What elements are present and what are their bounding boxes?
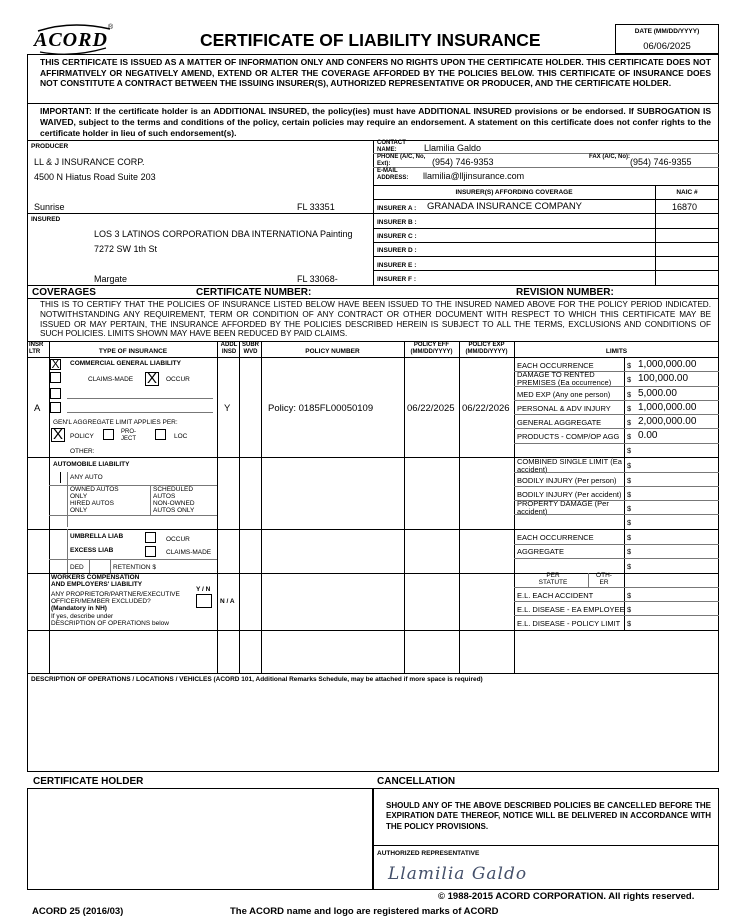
insurer-b-label: INSURER B : xyxy=(377,219,417,226)
retention-label: RETENTION $ xyxy=(113,564,156,571)
currency-symbol: $ xyxy=(627,390,632,399)
gl-limit-label: DAMAGE TO RENTED PREMISES (Ea occurrence) xyxy=(517,370,612,387)
per-statute-label: PER STATUTE xyxy=(538,572,568,586)
insurers-header: INSURER(S) AFFORDING COVERAGE xyxy=(455,189,573,196)
insured-city: Margate xyxy=(94,274,128,284)
naic-label: NAIC # xyxy=(676,189,698,196)
wc-limit-label: E.L. DISEASE - EA EMPLOYEE xyxy=(517,605,625,614)
currency-symbol: $ xyxy=(627,518,632,527)
important-notice: IMPORTANT: If the certificate holder is an ADDITIONAL INSURED, the policy(ies) must have ADDITIONAL INSURED provisions or be endorsed. If SUBROGATION IS WAIVED, subject to the terms and conditions of the policy, certain policies may require an endorsement. A statement on this certificate does not confer rights to the certificate holder in lieu of such endorsement(s). xyxy=(40,106,711,139)
insurer-d-label: INSURER D : xyxy=(377,247,417,254)
currency-symbol: $ xyxy=(627,418,632,427)
currency-symbol: $ xyxy=(627,361,632,370)
certificate-number-label: CERTIFICATE NUMBER: xyxy=(196,287,312,298)
insured-name: LOS 3 LATINOS CORPORATION DBA INTERNATIONA Painting xyxy=(94,229,353,239)
umbrella-claims-made-label: CLAIMS-MADE xyxy=(166,549,212,556)
currency-symbol: $ xyxy=(627,547,632,556)
currency-symbol: $ xyxy=(627,533,632,542)
currency-symbol: $ xyxy=(627,619,632,628)
occur-checkbox[interactable]: X xyxy=(146,370,157,387)
policy-number-header: POLICY NUMBER xyxy=(305,348,360,355)
currency-symbol: $ xyxy=(627,432,632,441)
wc-question-2: OFFICER/MEMBER EXCLUDED? xyxy=(51,598,151,605)
wc-limit-label: E.L. DISEASE - POLICY LIMIT xyxy=(517,619,621,628)
page-title: CERTIFICATE OF LIABILITY INSURANCE xyxy=(200,30,541,50)
gl-aggregate-label: GEN'L AGGREGATE LIMIT APPLIES PER: xyxy=(53,419,178,426)
wc-question-4: If yes, describe under xyxy=(51,613,114,620)
cancellation-label: CANCELLATION xyxy=(377,776,456,787)
insured-address: 7272 SW 1th St xyxy=(94,244,158,254)
currency-symbol: $ xyxy=(627,404,632,413)
gl-limit-label: PERSONAL & ADV INJURY xyxy=(517,404,611,413)
currency-symbol: $ xyxy=(627,562,632,571)
gl-title: COMMERCIAL GENERAL LIABILITY xyxy=(70,360,181,367)
disclaimer-notice: THIS CERTIFICATE IS ISSUED AS A MATTER OF INFORMATION ONLY AND CONFERS NO RIGHTS UPON THE CERTIFICATE HOLDER. THIS CERTIFICATE DOES NOT AFFIRMATIVELY OR NEGATIVELY AMEND, EXTEND OR ALTER THE COVERAGE AFFORDED BY THE POLICIES BELOW. THIS CERTIFICATE OF INSURANCE DOES NOT CONSTITUTE A CONTRACT BETWEEN THE ISSUING INSURER(S), AUTHORIZED REPRESENTATIVE OR PRODUCER, AND THE CERTIFICATE HOLDER. xyxy=(40,57,711,89)
registered-mark-icon: ® xyxy=(108,24,114,31)
gl-extra-checkbox-1[interactable] xyxy=(50,388,61,399)
gl-limit-label: EACH OCCURRENCE xyxy=(517,361,594,370)
policy-eff-header: POLICY EFF (MM/DD/YYYY) xyxy=(410,342,453,355)
umbrella-liab-label: UMBRELLA LIAB xyxy=(70,533,124,540)
gl-limit-value: 2,000,000.00 xyxy=(638,416,697,427)
cancellation-text: SHOULD ANY OF THE ABOVE DESCRIBED POLICIES BE CANCELLED BEFORE THE EXPIRATION DATE THEREOF, NOTICE WILL BE DELIVERED IN ACCORDANCE WITH THE POLICY PROVISIONS. xyxy=(386,801,711,831)
policy-label: POLICY xyxy=(70,433,94,440)
wc-question-3: (Mandatory in NH) xyxy=(51,605,107,612)
currency-symbol: $ xyxy=(627,461,632,470)
occur-label: OCCUR xyxy=(166,376,190,383)
producer-state-zip: FL 33351 xyxy=(297,202,335,212)
wc-question-5: DESCRIPTION OF OPERATIONS below xyxy=(51,620,169,627)
insured-label: INSURED xyxy=(31,216,61,223)
hired-autos-label: HIRED AUTOS ONLY xyxy=(70,500,114,514)
any-auto-label: ANY AUTO xyxy=(70,474,103,481)
auto-limit-label: BODILY INJURY (Per person) xyxy=(517,476,617,485)
date-value: 06/06/2025 xyxy=(643,41,691,52)
yn-label: Y / N xyxy=(196,586,211,593)
fax-label: FAX (A/C, No): xyxy=(589,154,630,160)
gl-policy-eff: 06/22/2025 xyxy=(407,403,455,414)
coverages-statement: THIS IS TO CERTIFY THAT THE POLICIES OF INSURANCE LISTED BELOW HAVE BEEN ISSUED TO THE INSURED NAMED ABOVE FOR THE POLICY PERIOD INDICATED. NOTWITHSTANDING ANY REQUIREMENT, TERM OR CONDITION OF ANY CONTRACT OR OTHER DOCUMENT WITH RESPECT TO WHICH THIS CERTIFICATE MAY BE ISSUED OR MAY PERTAIN, THE INSURANCE AFFORDED BY THE POLICIES DESCRIBED HEREIN IS SUBJECT TO ALL THE TERMS, EXCLUSIONS AND CONDITIONS OF SUCH POLICIES. LIMITS SHOWN MAY HAVE BEEN REDUCED BY PAID CLAIMS. xyxy=(40,300,711,339)
insurer-a-naic: 16870 xyxy=(672,202,698,212)
fax-value: (954) 746-9355 xyxy=(630,157,692,167)
owned-autos-label: OWNED AUTOS ONLY xyxy=(70,486,119,500)
gl-checkbox[interactable]: X xyxy=(51,357,60,371)
umbrella-occur-checkbox[interactable] xyxy=(145,532,156,543)
subr-wvd-header: SUBR WVD xyxy=(241,342,259,355)
claims-made-label: CLAIMS-MADE xyxy=(88,376,134,383)
auto-title: AUTOMOBILE LIABILITY xyxy=(53,461,130,468)
gl-limit-label: MED EXP (Any one person) xyxy=(517,390,611,399)
gl-limit-value: 5,000.00 xyxy=(638,388,677,399)
other-label: OTHER: xyxy=(70,448,95,455)
policy-exp-header: POLICY EXP (MM/DD/YYYY) xyxy=(465,342,508,355)
project-label: PRO-JECT xyxy=(121,429,136,442)
insurer-e-label: INSURER E : xyxy=(377,262,417,269)
insr-ltr-header: INSR LTR xyxy=(29,342,44,355)
non-owned-autos-label: NON-OWNED AUTOS ONLY xyxy=(153,500,195,514)
insurer-f-label: INSURER F : xyxy=(377,276,416,283)
currency-symbol: $ xyxy=(627,504,632,513)
auto-limit-label: PROPERTY DAMAGE (Per accident) xyxy=(517,499,609,516)
currency-symbol: $ xyxy=(627,446,632,455)
producer-city: Sunrise xyxy=(34,202,65,212)
date-label: DATE (MM/DD/YYYY) xyxy=(634,28,700,35)
loc-label: LOC xyxy=(174,433,188,440)
form-number: ACORD 25 (2016/03) xyxy=(32,906,124,917)
limits-header: LIMITS xyxy=(605,348,628,355)
gl-limit-label: GENERAL AGGREGATE xyxy=(517,418,602,427)
gl-blank-checkbox[interactable] xyxy=(50,372,61,383)
loc-checkbox[interactable] xyxy=(155,429,166,440)
umbrella-claims-made-checkbox[interactable] xyxy=(145,546,156,557)
revision-number-label: REVISION NUMBER: xyxy=(516,287,614,298)
workers-comp-title: WORKERS COMPENSATION xyxy=(51,574,140,581)
date-box xyxy=(615,24,719,54)
addl-insd-header: ADDL INSD xyxy=(220,342,238,355)
acord-logo-text: ACORD xyxy=(34,29,108,51)
umbrella-limit-label: AGGREGATE xyxy=(517,547,564,556)
gl-insr-ltr: A xyxy=(34,403,41,414)
umbrella-occur-label: OCCUR xyxy=(166,536,190,543)
policy-checkbox[interactable]: X xyxy=(52,426,63,443)
gl-limit-value: 1,000,000.00 xyxy=(638,359,697,370)
wc-question-1: ANY PROPRIETOR/PARTNER/EXECUTIVE xyxy=(51,591,180,598)
contact-name-label: CONTACT NAME: xyxy=(377,140,406,153)
producer-address: 4500 N Hiatus Road Suite 203 xyxy=(34,172,156,182)
gl-policy-number: Policy: 0185FL00050109 xyxy=(268,403,374,414)
gl-limit-label: PRODUCTS - COMP/OP AGG xyxy=(517,432,620,441)
phone-label: PHONE (A/C, No, Ext): xyxy=(377,154,426,167)
gl-limit-value: 1,000,000.00 xyxy=(638,402,697,413)
authorized-rep-label: AUTHORIZED REPRESENTATIVE xyxy=(377,850,480,857)
type-header: TYPE OF INSURANCE xyxy=(98,348,168,355)
excess-liab-label: EXCESS LIAB xyxy=(70,547,114,554)
wc-excluded-checkbox[interactable] xyxy=(196,594,212,608)
email-label: E-MAIL ADDRESS: xyxy=(377,168,409,181)
currency-symbol: $ xyxy=(627,476,632,485)
insurer-a-label: INSURER A : xyxy=(377,205,417,212)
insurer-c-label: INSURER C : xyxy=(377,233,417,240)
gl-extra-checkbox-2[interactable] xyxy=(50,402,61,413)
coverages-label: COVERAGES xyxy=(32,287,96,298)
gl-limit-value: 0.00 xyxy=(638,430,658,441)
ded-label: DED xyxy=(70,564,84,571)
email-value: llamilia@lljinsurance.com xyxy=(423,171,525,181)
auto-limit-label: BODILY INJURY (Per accident) xyxy=(517,490,622,499)
certificate-holder-box xyxy=(27,788,373,890)
copyright: © 1988-2015 ACORD CORPORATION. All rights reserved. xyxy=(438,891,695,902)
certificate-holder-label: CERTIFICATE HOLDER xyxy=(33,776,144,787)
auto-limit-label: COMBINED SINGLE LIMIT (Ea accident) xyxy=(517,457,622,474)
insured-state-zip: FL 33068- xyxy=(297,274,338,284)
currency-symbol: $ xyxy=(627,591,632,600)
phone-value: (954) 746-9353 xyxy=(432,157,494,167)
claims-made-checkbox[interactable] xyxy=(75,374,86,385)
any-auto-checkbox[interactable] xyxy=(50,472,61,483)
wc-limit-label: E.L. EACH ACCIDENT xyxy=(517,591,594,600)
insurer-a-name: GRANADA INSURANCE COMPANY xyxy=(427,201,583,212)
gl-limit-value: 100,000.00 xyxy=(638,373,689,384)
employers-liability-title: AND EMPLOYERS' LIABILITY xyxy=(51,581,143,588)
contact-name: Llamilia Galdo xyxy=(424,143,482,153)
description-label: DESCRIPTION OF OPERATIONS / LOCATIONS / VEHICLES (ACORD 101, Additional Remarks Schedule, may be attached if more space is required) xyxy=(31,676,483,683)
producer-name: LL & J INSURANCE CORP. xyxy=(34,157,145,167)
trademark-notice: The ACORD name and logo are registered marks of ACORD xyxy=(230,906,499,917)
currency-symbol: $ xyxy=(627,375,632,384)
oth-er-label: OTH-ER xyxy=(596,572,612,586)
scheduled-autos-label: SCHEDULED AUTOS xyxy=(153,486,194,500)
currency-symbol: $ xyxy=(627,605,632,614)
producer-label: PRODUCER xyxy=(31,143,69,150)
project-checkbox[interactable] xyxy=(103,429,114,440)
signature: Llamilia Galdo xyxy=(388,864,528,884)
currency-symbol: $ xyxy=(627,490,632,499)
wc-na: N / A xyxy=(220,598,235,605)
umbrella-limit-label: EACH OCCURRENCE xyxy=(517,533,594,542)
gl-policy-exp: 06/22/2026 xyxy=(462,403,510,414)
gl-addl-insd: Y xyxy=(224,403,231,414)
